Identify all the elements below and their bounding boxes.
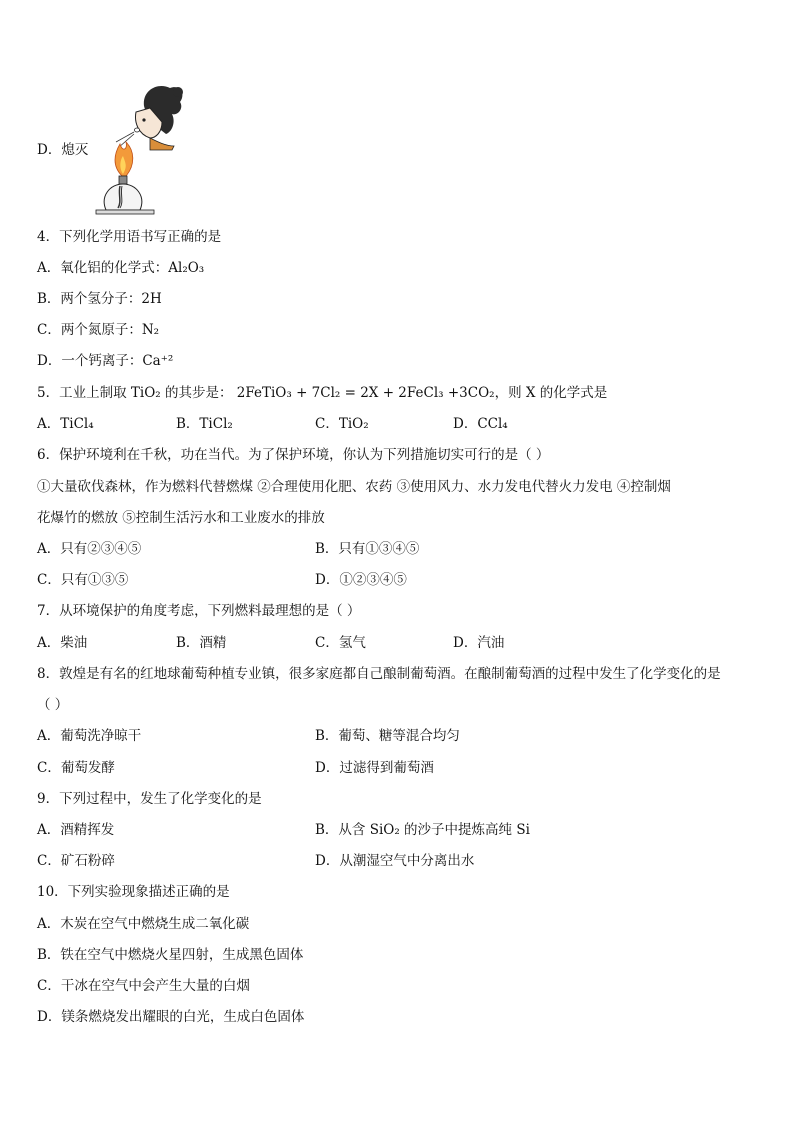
- q4-option-c: C．两个氮原子：N₂: [37, 322, 160, 338]
- q9-option-b: B．从含 SiO₂ 的沙子中提炼高纯 Si: [315, 822, 530, 838]
- q10-option-b: B．铁在空气中燃烧火星四射，生成黑色固体: [37, 947, 304, 963]
- blowing-out-alcohol-lamp-illustration: [92, 80, 188, 218]
- q9-option-d: D．从潮湿空气中分离出水: [315, 853, 475, 869]
- q8-option-a: A．葡萄洗净晾干: [37, 728, 142, 744]
- q9-option-a: A．酒精挥发: [37, 822, 115, 838]
- q8-stem-blank: （ ）: [37, 697, 69, 713]
- q10-option-a: A．木炭在空气中燃烧生成二氧化碳: [37, 916, 250, 932]
- q7-option-a: A．柴油: [37, 635, 88, 651]
- q8-option-d: D．过滤得到葡萄酒: [315, 760, 434, 776]
- q10-option-c: C．干冰在空气中会产生大量的白烟: [37, 978, 250, 994]
- q8-option-b: B．葡萄、糖等混合均匀: [315, 728, 460, 744]
- q6-items-line1: ①大量砍伐森林，作为燃料代替燃煤 ②合理使用化肥、农药 ③使用风力、水力发电代替火力发电 ④控制烟: [37, 479, 671, 495]
- q6-option-d: D．①②③④⑤: [315, 572, 407, 588]
- q6-option-b: B．只有①③④⑤: [315, 541, 420, 557]
- q10-stem: 10．下列实验现象描述正确的是: [37, 884, 230, 900]
- q4-option-a: A．氧化铝的化学式：Al₂O₃: [37, 260, 205, 276]
- q7-option-c: C．氢气: [315, 635, 366, 651]
- q7-stem: 7．从环境保护的角度考虑，下列燃料最理想的是（ ）: [37, 603, 361, 619]
- q4-stem: 4．下列化学用语书写正确的是: [37, 229, 222, 245]
- q5-stem: 5．工业上制取 TiO₂ 的其步是： 2FeTiO₃ + 7Cl₂ = 2X + 2FeCl₃ +3CO₂，则 X 的化学式是: [37, 385, 608, 401]
- q4-option-d: D．一个钙离子：Ca⁺²: [37, 353, 174, 369]
- q4-option-b: B．两个氢分子：2H: [37, 291, 162, 307]
- q8-option-c: C．葡萄发酵: [37, 760, 115, 776]
- q8-stem: 8．敦煌是有名的红地球葡萄种植专业镇，很多家庭都自己酿制葡萄酒。在酿制葡萄酒的过程中发生了化学变化的是: [37, 666, 721, 682]
- q5-option-d: D．CCl₄: [453, 416, 508, 432]
- q10-option-d: D．镁条燃烧发出耀眼的白光，生成白色固体: [37, 1009, 305, 1025]
- q7-option-b: B．酒精: [176, 635, 227, 651]
- q5-option-a: A．TiCl₄: [37, 416, 94, 432]
- q9-option-c: C．矿石粉碎: [37, 853, 115, 869]
- q6-items-line2: 花爆竹的燃放 ⑤控制生活污水和工业废水的排放: [37, 510, 325, 526]
- q3-option-d: D．熄灭: [37, 142, 89, 158]
- q6-option-c: C．只有①③⑤: [37, 572, 129, 588]
- q5-option-b: B．TiCl₂: [176, 416, 233, 432]
- q6-stem: 6．保护环境利在千秋，功在当代。为了保护环境，你认为下列措施切实可行的是（ ）: [37, 447, 550, 463]
- q7-option-d: D．汽油: [453, 635, 505, 651]
- q5-option-c: C．TiO₂: [315, 416, 369, 432]
- q9-stem: 9．下列过程中，发生了化学变化的是: [37, 791, 262, 807]
- q6-option-a: A．只有②③④⑤: [37, 541, 142, 557]
